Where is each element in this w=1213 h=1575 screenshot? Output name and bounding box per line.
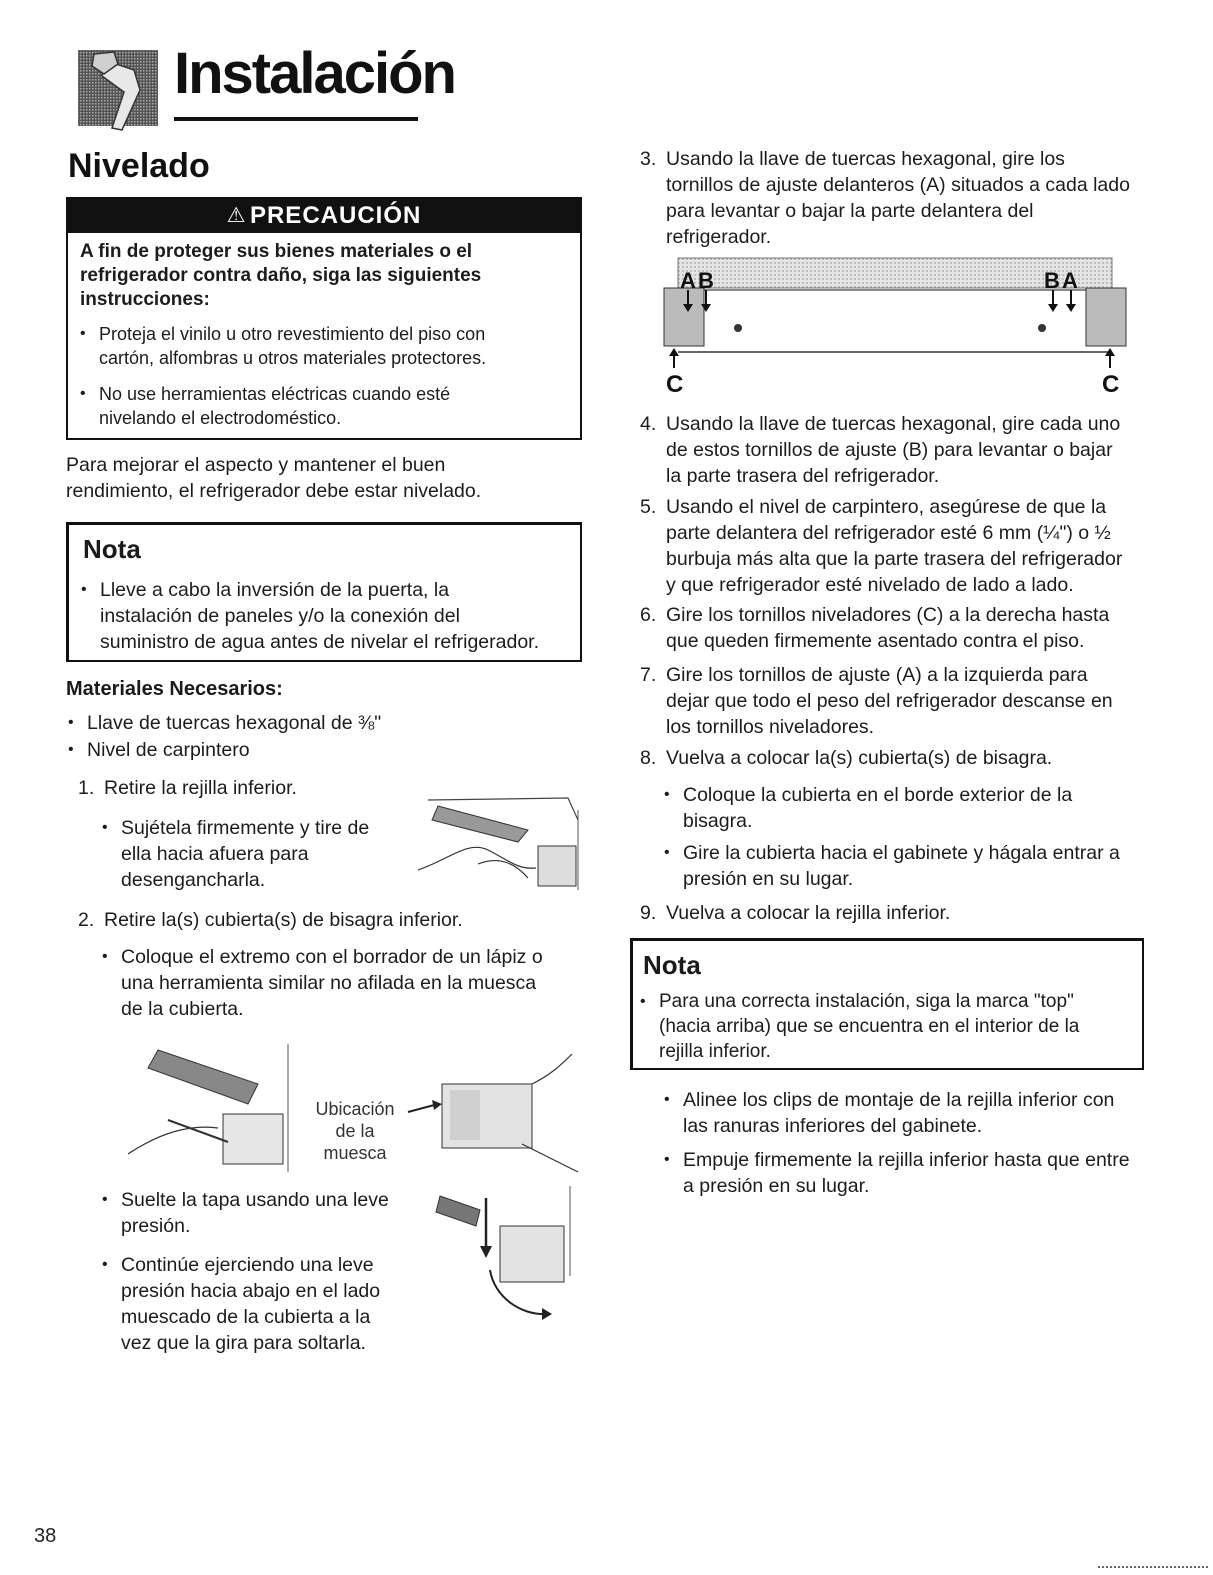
caution-heading: PRECAUCIÓN: [249, 202, 422, 229]
label-c-left: C: [666, 371, 684, 398]
step-8-sub: • Coloque la cubierta en el borde exterior de la bisagra.: [683, 782, 1173, 834]
final-bullet: • Alinee los clips de montaje de la rejilla inferior con las ranuras inferiores del gabinete.: [683, 1087, 1173, 1139]
page-number: 38: [34, 1525, 57, 1547]
caution-bullet: • No use herramientas eléctricas cuando esté nivelando el electrodoméstico.: [99, 382, 569, 430]
page-header-title: Instalación: [174, 41, 455, 106]
header-wrench-icon: [74, 40, 168, 136]
materials-title: Materiales Necesarios:: [66, 678, 283, 700]
hinge-cover-release-illustration: [430, 1186, 590, 1326]
step-5: 5. Usando el nivel de carpintero, asegúrese de que la parte delantera del refrigerador esté 6 mm (¼") o ½ burbuja más alta que la parte trasera del refrigerador y que refrigerador esté nivelado de lado a lado.: [640, 496, 1123, 596]
note-title: Nota: [643, 950, 701, 980]
step-4: 4. Usando la llave de tuercas hexagonal, gire cada uno de estos tornillos de ajuste (B) para levantar o bajar la parte trasera del refrigerador.: [640, 413, 1121, 487]
step-9: 9. Vuelva a colocar la rejilla inferior.: [640, 902, 951, 924]
label-b-left: B: [698, 268, 714, 293]
warning-icon: ⚠: [226, 204, 246, 227]
step-3: 3. Usando la llave de tuercas hexagonal, gire los tornillos de ajuste delanteros (A) situados a cada lado para levantar o bajar la parte delantera del refrigerador.: [640, 148, 1130, 248]
footer-marks: [1098, 1566, 1208, 1570]
section-title: Nivelado: [68, 147, 210, 185]
caution-bullet: • Proteja el vinilo u otro revestimiento del piso con cartón, alfombras u otros materiales protectores.: [99, 322, 569, 370]
notch-location-label: Ubicación de la muesca: [315, 1099, 395, 1163]
screw-a-right-arrow: [1066, 290, 1076, 312]
grille-removal-illustration: [418, 790, 588, 902]
step-1: 1. Retire la rejilla inferior.: [78, 777, 297, 799]
hinge-cover-right-illustration: [402, 1054, 582, 1178]
step-8: 8. Vuelva a colocar la(s) cubierta(s) de bisagra.: [640, 747, 1053, 769]
label-a-left: A: [680, 268, 696, 293]
screw-c-left-arrow: [669, 348, 679, 368]
step-6: 6. Gire los tornillos niveladores (C) a la derecha hasta que queden firmemente asentado contra el piso.: [640, 604, 1110, 652]
step-2-sub: • Coloque el extremo con el borrador de un lápiz o una herramienta similar no afilada en la muesca de la cubierta.: [121, 944, 591, 1022]
caution-header: [68, 199, 580, 233]
note-box: [66, 522, 582, 662]
note-bullet: • Lleve a cabo la inversión de la puerta, la instalación de paneles y/o la conexión del suministro de agua antes de nivelar el refrigerador.: [100, 577, 580, 655]
screw-c-right-arrow: [1105, 348, 1115, 368]
screw-b-right-arrow: [1048, 290, 1058, 312]
final-bullet: • Empuje firmemente la rejilla inferior hasta que entre a presión en su lugar.: [683, 1147, 1173, 1199]
header-rule: [174, 117, 418, 121]
step-7: 7. Gire los tornillos de ajuste (A) a la izquierda para dejar que todo el peso del refrigerador descanse en los tornillos niveladores.: [640, 664, 1113, 738]
intro-paragraph: Para mejorar el aspecto y mantener el buen rendimiento, el refrigerador debe estar nivelado.: [66, 454, 482, 502]
step-2: 2. Retire la(s) cubierta(s) de bisagra inferior.: [78, 909, 463, 931]
hinge-cover-left-illustration: [128, 1044, 303, 1174]
step-8-sub: • Gire la cubierta hacia el gabinete y hágala entrar a presión en su lugar.: [683, 840, 1173, 892]
caution-box: [66, 197, 582, 440]
label-c-right: C: [1102, 371, 1120, 398]
note-title: Nota: [83, 534, 141, 564]
step-1-sub: • Sujétela firmemente y tire de ella hacia afuera para desengancharla.: [121, 815, 411, 893]
note-box: [630, 938, 1144, 1070]
materials-item: • Llave de tuercas hexagonal de ⅜": [87, 710, 567, 736]
label-a-right: A: [1062, 268, 1078, 293]
materials-item: • Nivel de carpintero: [87, 737, 567, 763]
note-bullet: • Para una correcta instalación, siga la marca "top" (hacia arriba) que se encuentra en el interior de la rejilla inferior.: [659, 989, 1139, 1064]
step-2-sub: • Continúe ejerciendo una leve presión hacia abajo en el lado muescado de la cubierta a la vez que la gira para soltarla.: [121, 1252, 421, 1356]
caution-intro: A fin de proteger sus bienes materiales o el refrigerador contra daño, siga las siguientes instrucciones:: [80, 241, 482, 310]
leveling-screws-diagram: [658, 254, 1132, 398]
step-2-sub: • Suelte la tapa usando una leve presión.: [121, 1187, 421, 1239]
label-b-right: B: [1044, 268, 1060, 293]
